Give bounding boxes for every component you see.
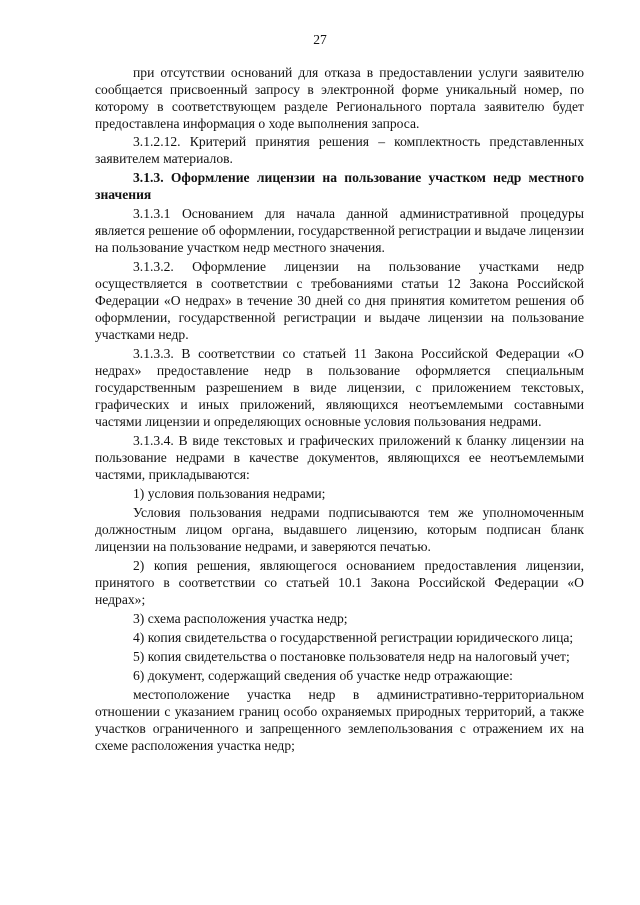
page-number: 27	[313, 32, 327, 47]
paragraph: 3.1.3.3. В соответствии со статьей 11 Закона Российской Федерации «О недрах» предоставление недр в пользование оформляется специальным государственным разрешением в виде лицензии, с приложением текстовых, графических и иных приложений, являющихся неотъемлемыми составными частями лицензии и определяющих основные условия пользования недрами.	[95, 346, 584, 429]
paragraph: 3.1.3.4. В виде текстовых и графических приложений к бланку лицензии на пользование недрами в качестве документов, являющихся ее неотъемлемыми частями, прикладываются:	[95, 433, 584, 482]
list-item: 3) схема расположения участка недр;	[133, 611, 348, 626]
paragraph: 3.1.2.12. Критерий принятия решения – комплектность представленных заявителем материалов.	[95, 134, 584, 166]
paragraph: 3.1.3.1 Основанием для начала данной административной процедуры является решение об оформлении, государственной регистрации и выдаче лицензии на пользование участком недр местного значения.	[95, 206, 584, 255]
list-item: 4) копия свидетельства о государственной регистрации юридического лица;	[133, 630, 574, 645]
list-item: 2) копия решения, являющегося основанием предоставления лицензии, принятого в соответствии со статьей 10.1 Закона Российской Федерации «О недрах»;	[95, 558, 584, 607]
document-body	[95, 64, 584, 754]
paragraph: 3.1.3.2. Оформление лицензии на пользование участками недр осуществляется в соответствии с требованиями статьи 12 Закона Российской Федерации «О недрах» в течение 30 дней со дня принятия комитетом решения об оформлении, государственной регистрации и выдаче лицензии на пользование участками недр.	[95, 259, 584, 342]
section-heading: 3.1.3. Оформление лицензии на пользование участком недр местного значения	[95, 170, 584, 202]
paragraph: Условия пользования недрами подписываются тем же уполномоченным должностным лицом органа, выдавшего лицензию, которым подписан бланк лицензии на пользование недрами, и заверяются печатью.	[95, 505, 584, 554]
paragraph: при отсутствии оснований для отказа в предоставлении услуги заявителю сообщается присвоенный запросу в электронной форме уникальный номер, по которому в соответствующем разделе Регионального портала заявителю будет предоставлена информация о ходе выполнения запроса.	[95, 65, 584, 131]
list-item: 5) копия свидетельства о постановке пользователя недр на налоговый учет;	[133, 649, 570, 664]
list-item: 6) документ, содержащий сведения об участке недр отражающие:	[133, 668, 513, 683]
list-item: 1) условия пользования недрами;	[133, 486, 326, 501]
paragraph: местоположение участка недр в административно-территориальном отношении с указанием границ особо охраняемых природных территорий, а также участков ограниченного и запрещенного землепользования с отражением их на схеме расположения участка недр;	[95, 687, 584, 753]
